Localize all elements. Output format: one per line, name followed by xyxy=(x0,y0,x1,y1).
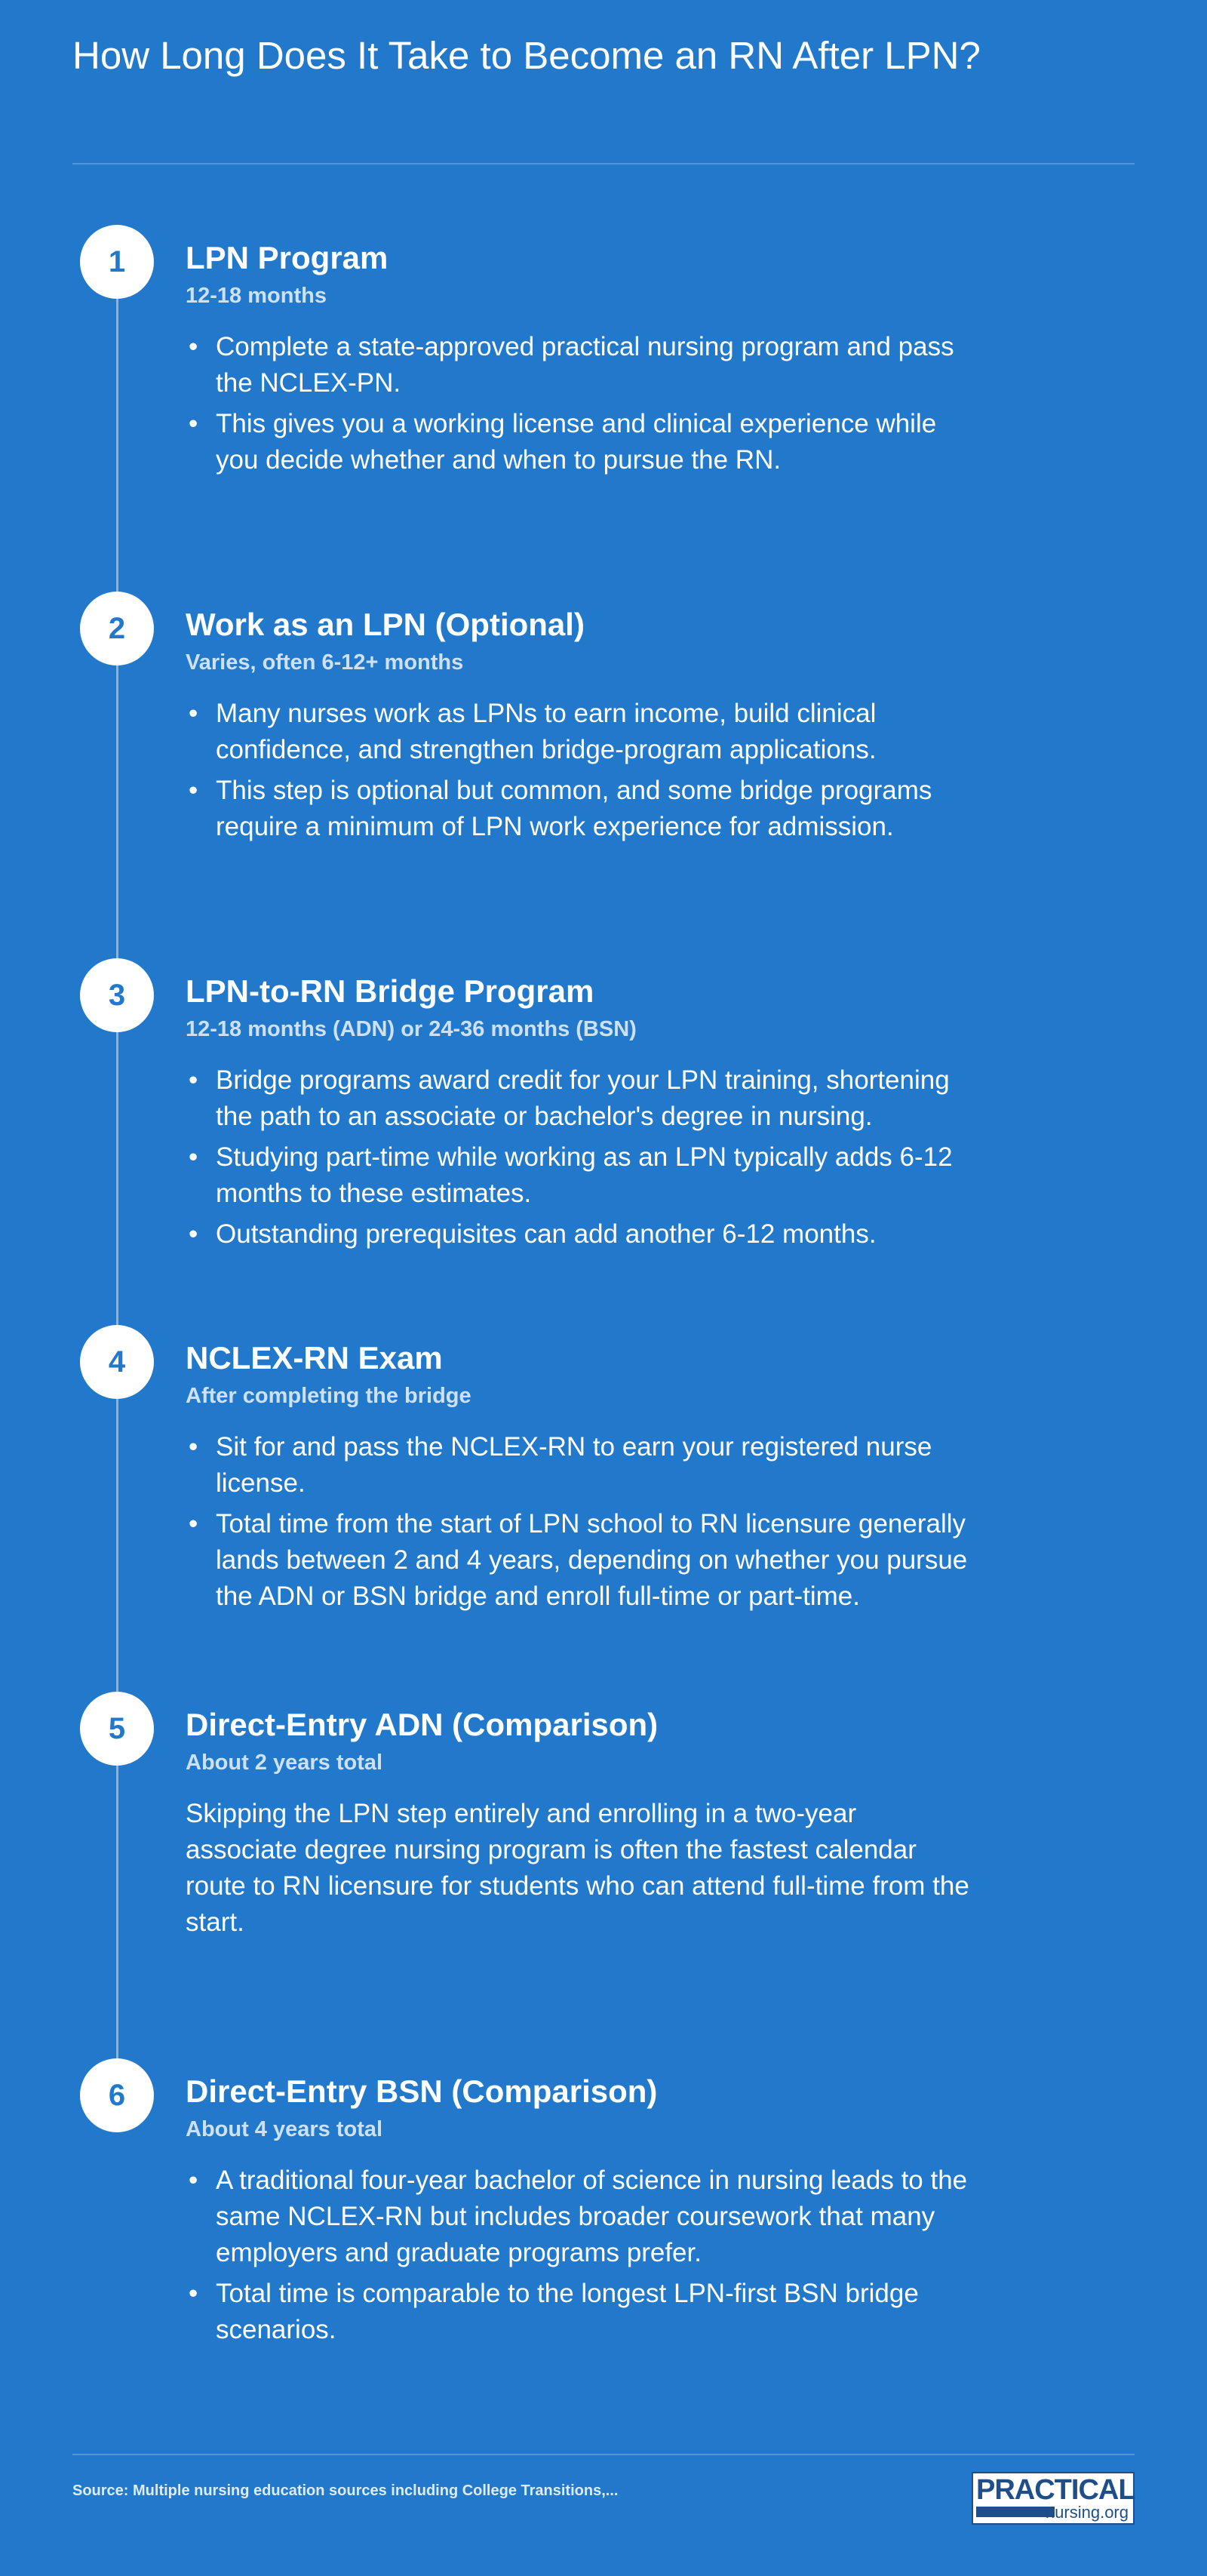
step-duration: After completing the bridge xyxy=(186,1384,471,1408)
bullet-icon: • xyxy=(189,776,198,805)
bullet-icon: • xyxy=(189,1509,198,1539)
title-divider xyxy=(72,163,1135,164)
step-duration: About 4 years total xyxy=(186,2117,383,2141)
step-bullet-list xyxy=(186,2163,970,2348)
step-content xyxy=(186,1705,970,1941)
bullet-icon: • xyxy=(189,332,198,361)
step-duration: Varies, often 6-12+ months xyxy=(186,650,464,675)
step-number-badge: 6 xyxy=(80,2058,154,2132)
bullet-item: • Sit for and pass the NCLEX-RN to earn your registered nurse license. xyxy=(186,1429,970,1502)
bullet-icon: • xyxy=(189,1219,198,1249)
step-content xyxy=(186,605,970,850)
step-content xyxy=(186,972,970,1257)
step-number-badge: 3 xyxy=(80,958,154,1032)
bullet-icon: • xyxy=(189,2279,198,2308)
step-paragraph: Skipping the LPN step entirely and enrolling in a two-year associate degree nursing program is often the fastest calendar route to RN licensure for students who can attend full-time from the start. xyxy=(186,1799,969,1937)
bullet-item: • Many nurses work as LPNs to earn income, build clinical confidence, and strengthen bridge-program applications. xyxy=(186,696,970,768)
step-duration: 12-18 months (ADN) or 24-36 months (BSN) xyxy=(186,1017,637,1041)
step-bullet-list xyxy=(186,1429,970,1615)
timeline-line xyxy=(116,263,118,2096)
bullet-item: • This step is optional but common, and some bridge programs require a minimum of LPN work experience for admission. xyxy=(186,773,970,845)
practical-nursing-logo[interactable] xyxy=(972,2472,1135,2525)
bullet-item: • Total time from the start of LPN school to RN licensure generally lands between 2 and 4 years, depending on whether you pursue the ADN or BSN bridge and enroll full-time or part-time. xyxy=(186,1506,970,1615)
page-title: How Long Does It Take to Become an RN After LPN? xyxy=(72,34,981,77)
step-duration: 12-18 months xyxy=(186,284,327,308)
step-title: LPN Program xyxy=(186,240,389,275)
step-duration: About 2 years total xyxy=(186,1751,383,1775)
logo-wordmark: PRACTICAL xyxy=(976,2474,1135,2506)
step-number-badge: 2 xyxy=(80,592,154,666)
step-title: Work as an LPN (Optional) xyxy=(186,607,585,642)
step-title: NCLEX-RN Exam xyxy=(186,1340,443,1376)
step-bullet-list xyxy=(186,329,970,478)
logo-bar xyxy=(976,2507,1055,2517)
bullet-item: • A traditional four-year bachelor of science in nursing leads to the same NCLEX-RN but includes broader coursework that many employers and graduate programs prefer. xyxy=(186,2163,970,2271)
step-title: Direct-Entry BSN (Comparison) xyxy=(186,2073,658,2109)
step-title: Direct-Entry ADN (Comparison) xyxy=(186,1707,659,1742)
step-bullet-list xyxy=(186,696,970,845)
bullet-item: • Outstanding prerequisites can add another 6-12 months. xyxy=(186,1216,970,1253)
footer-divider xyxy=(72,2454,1135,2455)
bullet-icon: • xyxy=(189,699,198,728)
bullet-icon: • xyxy=(189,409,198,438)
bullet-item: • This gives you a working license and clinical experience while you decide whether and when to pursue the RN. xyxy=(186,406,970,478)
bullet-item: • Studying part-time while working as an LPN typically adds 6-12 months to these estimates. xyxy=(186,1139,970,1212)
bullet-item: • Complete a state-approved practical nursing program and pass the NCLEX-PN. xyxy=(186,329,970,401)
step-number-badge: 1 xyxy=(80,225,154,299)
bullet-item: • Bridge programs award credit for your LPN training, shortening the path to an associate or bachelor's degree in nursing. xyxy=(186,1062,970,1135)
step-content xyxy=(186,238,970,483)
step-title: LPN-to-RN Bridge Program xyxy=(186,973,594,1009)
bullet-icon: • xyxy=(189,2166,198,2195)
step-number-badge: 4 xyxy=(80,1325,154,1399)
bullet-icon: • xyxy=(189,1432,198,1462)
step-number-badge: 5 xyxy=(80,1692,154,1766)
step-content xyxy=(186,1339,970,1619)
step-bullet-list xyxy=(186,1062,970,1253)
source-note: Source: Multiple nursing education sources including College Transitions,... xyxy=(72,2482,619,2499)
bullet-item: • Total time is comparable to the longest LPN-first BSN bridge scenarios. xyxy=(186,2276,970,2348)
bullet-icon: • xyxy=(189,1142,198,1172)
bullet-icon: • xyxy=(189,1065,198,1095)
step-content xyxy=(186,2072,970,2353)
logo-domain: nursing.org xyxy=(1045,2503,1129,2522)
